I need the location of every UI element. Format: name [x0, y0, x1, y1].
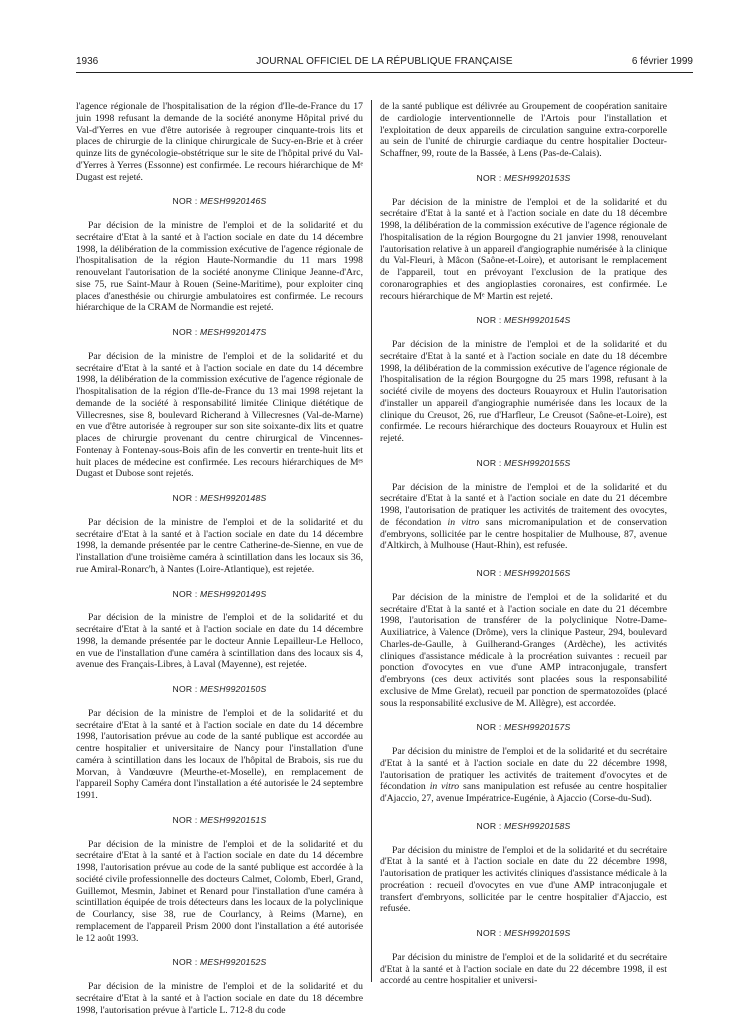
nor-reference	[76, 815, 363, 827]
nor-code: MESH9920148S	[200, 493, 267, 503]
column-divider	[371, 100, 372, 982]
nor-reference	[380, 821, 667, 833]
nor-label: NOR :	[476, 820, 502, 831]
decision-text: Par décision de la ministre de l'emploi et de la solidarité et du secrétaire d'Etat à la santé et à l'action sociale en date du 21 décembre 1998, l'autorisation de pratiquer les activités de traitement des ovocytes, de fécondation	[380, 481, 667, 528]
nor-label: NOR :	[172, 684, 198, 694]
nor-code: MESH9920153S	[504, 172, 571, 183]
right-intro-paragraph: de la santé publique est délivrée au Groupement de coopération sanitaire de cardiologie interventionnelle de l'Artois pour l'installation et l'exploitation de deux appareils de circulation sanguine extra-corporelle au sein de l'unité de chirurgie cardiaque du centre hospitalier Docteur-Schaffner, 99, route de la Bassée, à Lens (Pas-de-Calais).	[380, 101, 667, 159]
nor-code: MESH9920147S	[200, 327, 267, 337]
page-number: 1936	[76, 56, 99, 67]
decision-text: sans manipulation est refusée au centre hospitalier d'Ajaccio, 27, avenue Impératrice-Eugénie, à Ajaccio (Corse-du-Sud).	[380, 781, 667, 804]
nor-label: NOR :	[172, 957, 198, 968]
nor-label: NOR :	[476, 457, 502, 468]
decision-paragraph: Par décision du ministre de l'emploi et de la solidarité et du secrétaire d'Etat à la santé et à l'action sociale en date du 22 décembre 1998, l'autorisation de pratiquer les activités cliniques d'assistance médicale à la procréation : recueil d'ovocytes en vue d'une AMP intraconjugale et transfert d'embryons, sollicitée par le centre hospitalier d'Ajaccio, est refusée.	[380, 844, 667, 915]
nor-code: MESH9920159S	[504, 928, 571, 938]
nor-label: NOR :	[476, 315, 502, 326]
left-column	[76, 101, 363, 1016]
nor-reference	[76, 196, 363, 208]
nor-label: NOR :	[172, 196, 198, 207]
decision-text: sans micromanipulation et de conservation d'embryons, sollicitée par le centre hospitalier de Mulhouse, 87, avenue d'Altkirch, à Mulhouse (Haut-Rhin), est refusée.	[380, 516, 668, 552]
decision-paragraph: Par décision de la ministre de l'emploi et de la solidarité et du secrétaire d'Etat à la santé et à l'action sociale en date du 14 décembre 1998, la demande présentée par le centre Catherine-de-Sienne, en vue de l'installation d'une troisième caméra à scintillation dans les locaux sis 36, rue Amiral-Ronarc'h, à Nantes (Loire-Atlantique), est rejetée.	[76, 516, 363, 575]
decision-paragraph: Par décision de la ministre de l'emploi et de la solidarité et du secrétaire d'Etat à la santé et à l'action sociale en date du 14 décembre 1998, la demande présentée par le docteur Annie Lepailleur-Le Helloco, en vue de l'installation d'une caméra à scintillation dans des locaux sis 4, avenue des Français-Libres, à Laval (Mayenne), est rejetée.	[76, 612, 363, 671]
right-column	[380, 101, 667, 987]
nor-label: NOR :	[172, 327, 198, 337]
decision-text: Par décision du ministre de l'emploi et de la solidarité et du secrétaire d'Etat à la santé et à l'action sociale en date du 22 décembre 1998, l'autorisation de pratiquer les activités de traitement d'ovocytes et de fécondation	[380, 746, 667, 793]
nor-code: MESH9920151S	[200, 814, 267, 825]
nor-reference	[76, 684, 363, 696]
decision-paragraph: Par décision de la ministre de l'emploi et de la solidarité et du secrétaire d'Etat à la santé et à l'action sociale en date du 14 décembre 1998, la délibération de la commission exécutive de l'agence régionale de l'hospitalisation de la région Haute-Normandie du 11 mars 1998 renouvelant l'autorisation de la société anonyme Clinique Jeanne-d'Arc, sise 75, rue Saint-Maur à Rouen (Seine-Maritime), pour exploiter cinq places d'anesthésie ou chirurgie ambulatoires est confirmée. Le recours hiérarchique de la CRAM de Normandie est rejeté.	[76, 220, 363, 314]
nor-label: NOR :	[476, 568, 502, 578]
nor-code: MESH9920149S	[200, 588, 267, 599]
nor-reference	[380, 568, 667, 580]
nor-label: NOR :	[476, 722, 502, 733]
nor-reference	[380, 722, 667, 734]
nor-code: MESH9920156S	[504, 568, 571, 578]
nor-code: MESH9920152S	[200, 957, 267, 968]
italic-term: in vitro	[447, 516, 480, 528]
italic-term: in vitro	[429, 781, 460, 793]
nor-code: MESH9920155S	[504, 457, 571, 468]
nor-code: MESH9920154S	[504, 315, 571, 326]
nor-code: MESH9920146S	[200, 196, 267, 207]
page-header	[76, 56, 693, 72]
decision-paragraph: Par décision de la ministre de l'emploi et de la solidarité et du secrétaire d'Etat à la santé et à l'action sociale en date du 14 décembre 1998, la délibération de la commission exécutive de l'agence régionale de l'hospitalisation de la région d'Ile-de-France du 13 mai 1998 rejetant la demande de la société à responsabilité limitée Clinique diététique de Villecresnes, sise 8, boulevard Richerand à Villecresnes (Val-de-Marne) en vue d'être autorisée à regrouper sur son site soixante-dix lits et quatre places de chirurgie provenant du centre chirurgical de Vincennes-Fontenay à Fontenay-sous-Bois afin de les convertir en trente-huit lits et huit places de médecine est confirmée. Les recours hiérarchiques de Mᵉˢ Dugast et Dubose sont rejetés.	[76, 350, 363, 480]
nor-label: NOR :	[172, 493, 198, 503]
nor-code: MESH9920150S	[200, 684, 267, 694]
nor-code: MESH9920157S	[504, 722, 571, 733]
nor-label: NOR :	[172, 814, 198, 825]
nor-reference	[76, 493, 363, 505]
nor-reference	[380, 928, 667, 940]
nor-reference	[76, 589, 363, 601]
decision-paragraph: Par décision de la ministre de l'emploi et de la solidarité et du secrétaire d'Etat à la santé et à l'action sociale en date du 21 décembre 1998, l'autorisation de transférer de la polyclinique Notre-Dame-Auxiliatrice, à Valence (Drôme), vers la clinique Pasteur, 294, boulevard Charles-de-Gaulle, à Guilherand-Granges (Ardèche), les activités cliniques d'assistance médicale à la procréation suivantes : recueil par ponction d'ovocytes en vue d'une AMP intraconjugale, transfert d'embryons (ces deux activités sont placées sous la responsabilité exclusive de Mme Grelat), recueil par ponction de spermatozoïdes (placé sous la responsabilité exclusive de M. Allègre), est accordée.	[380, 591, 667, 709]
nor-reference	[76, 957, 363, 969]
nor-reference	[380, 458, 667, 470]
header-rule	[76, 72, 693, 73]
decision-paragraph: Par décision de la ministre de l'emploi et de la solidarité et du secrétaire d'Etat à la santé et à l'action sociale en date du 18 décembre 1998, l'autorisation prévue à l'article L. 712-8 du code	[76, 981, 363, 1016]
nor-label: NOR :	[476, 928, 502, 938]
decision-paragraph: Par décision de la ministre de l'emploi et de la solidarité et du secrétaire d'Etat à la santé et à l'action sociale en date du 18 décembre 1998, la délibération de la commission exécutive de l'agence régionale de l'hospitalisation de la région Bourgogne du 25 mars 1998, refusant à la société civile de moyens des docteurs Rouayroux et Hulin l'autorisation d'installer un appareil d'angiographie numérisée dans les locaux de la clinique du Creusot, 26, rue d'Harfleur, Le Creusot (Saône-et-Loire), est confirmée. Le recours hiérarchique des docteurs Rouayroux et Hulin est rejeté.	[380, 339, 667, 444]
decision-paragraph: Par décision de la ministre de l'emploi et de la solidarité et du secrétaire d'Etat à la santé et à l'action sociale en date du 14 décembre 1998, l'autorisation prévue au code de la santé publique est accordée au centre hospitalier et universitaire de Nancy pour l'installation d'une caméra à scintillation dans les locaux de l'hôpital de Brabois, sis rue du Morvan, à Vandœuvre (Meurthe-et-Moselle), en remplacement de l'appareil Sophy Caméra dont l'installation a été autorisée le 24 septembre 1991.	[76, 707, 363, 801]
nor-code: MESH9920158S	[504, 820, 571, 831]
decision-paragraph: Par décision de la ministre de l'emploi et de la solidarité et du secrétaire d'Etat à la santé et à l'action sociale en date du 18 décembre 1998, la délibération de la commission exécutive de l'agence régionale de l'hospitalisation de la région Bourgogne du 21 janvier 1998, renouvelant l'autorisation relative à un appareil d'angiographie numérisée à la clinique du Val-Fleuri, à Mâcon (Saône-et-Loire), et autorisant le remplacement de l'appareil, tout en prévoyant l'exclusion de la pratique des coronarographies et des angioplasties coronaires, est confirmée. Le recours hiérarchique de Mᵉ Martin est rejeté.	[380, 196, 667, 302]
nor-label: NOR :	[172, 588, 198, 599]
nor-label: NOR :	[476, 172, 502, 183]
decision-paragraph: Par décision de la ministre de l'emploi et de la solidarité et du secrétaire d'Etat à la santé et à l'action sociale en date du 14 décembre 1998, l'autorisation prévue au code de la santé publique est accordée à la société civile professionnelle des docteurs Calmet, Colomb, Eberl, Grand, Guillemot, Mesmin, Jabinet et Renard pour l'installation d'une caméra à scintillation équipée de trois détecteurs dans les locaux de la polyclinique de Courlancy, sise 38, rue de Courlancy, à Reims (Marne), en remplacement de l'appareil Prism 2000 dont l'installation a été autorisée le 12 août 1993.	[76, 838, 363, 944]
nor-reference	[76, 327, 363, 339]
decision-paragraph: Par décision du ministre de l'emploi et de la solidarité et du secrétaire d'Etat à la santé et à l'action sociale en date du 22 décembre 1998, il est accordé au centre hospitalier et universi-	[380, 951, 667, 987]
nor-reference	[380, 315, 667, 327]
journal-title: JOURNAL OFFICIEL DE LA RÉPUBLIQUE FRANÇAISE	[256, 56, 513, 67]
issue-date: 6 février 1999	[631, 56, 693, 67]
decision-paragraph	[380, 482, 667, 553]
left-intro-paragraph: l'agence régionale de l'hospitalisation de la région d'Ile-de-France du 17 juin 1998 refusant la demande de la société anonyme Hôpital privé du Val-d'Yerres en vue d'être autorisée à regrouper cinquante-trois lits et places de chirurgie de la clinique chirurgicale de Sucy-en-Brie et à créer quinze lits de gynécologie-obstétrique sur le site de l'hôpital privé du Val-d'Yerres à Yerres (Essonne) est confirmée. Le recours hiérarchique de Mᵉ Dugast est rejeté.	[76, 101, 363, 183]
decision-paragraph	[380, 746, 667, 805]
nor-reference	[380, 173, 667, 185]
